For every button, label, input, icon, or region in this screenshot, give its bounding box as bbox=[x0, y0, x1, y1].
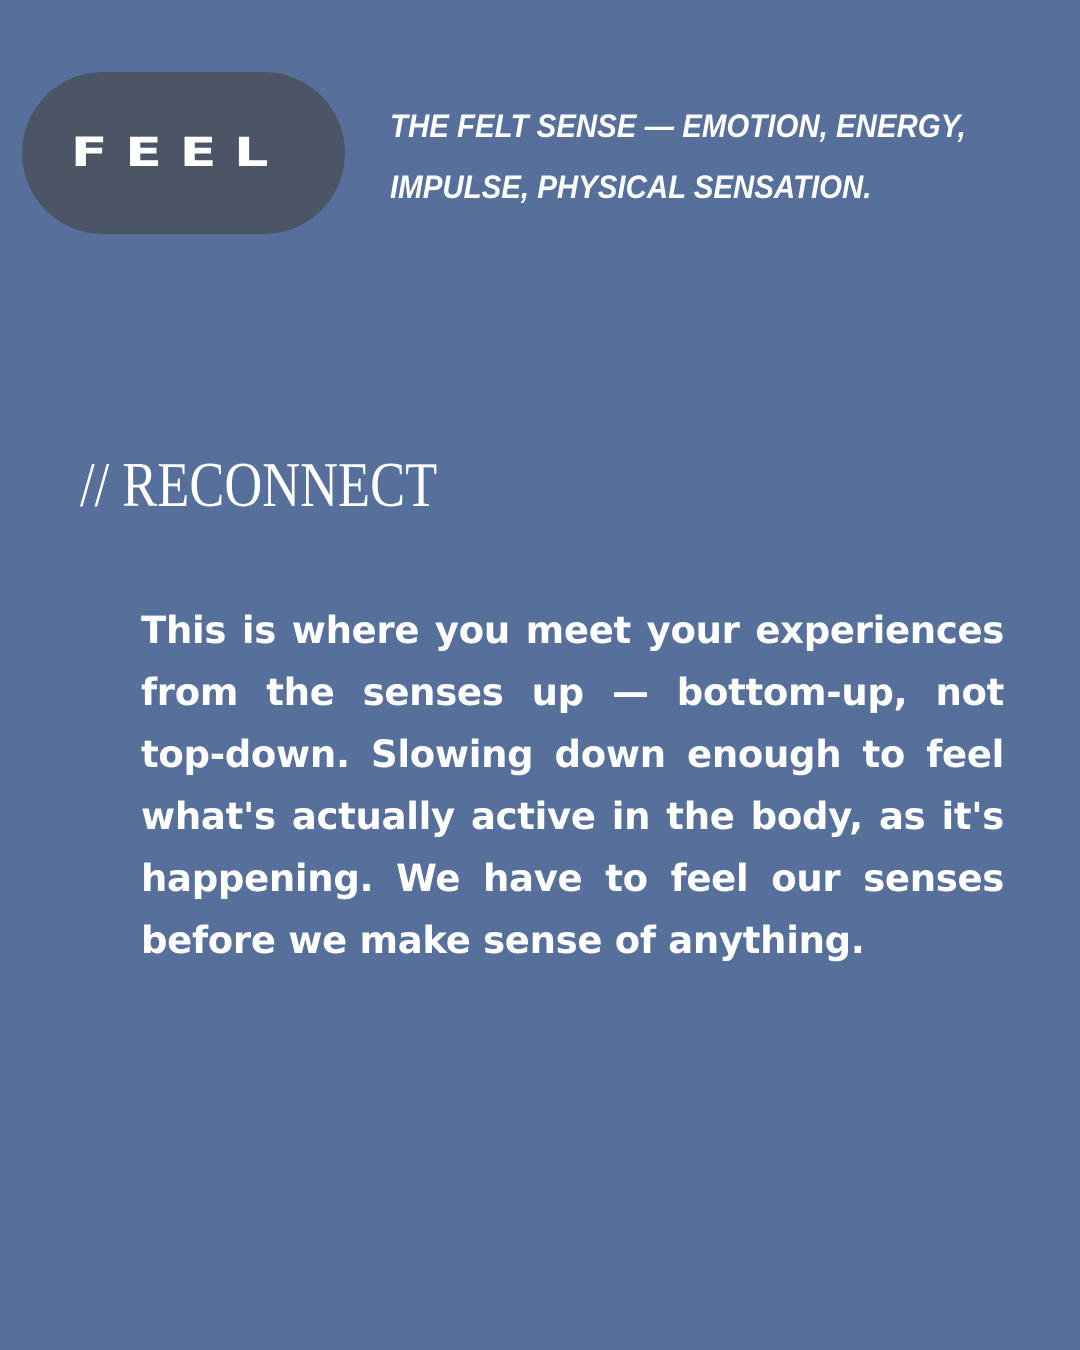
subtitle-line-2: IMPULSE, PHYSICAL SENSATION. bbox=[390, 169, 872, 205]
subtitle bbox=[390, 110, 1030, 218]
feel-badge-label: FEEL bbox=[70, 130, 286, 176]
section-body: This is where you meet your experiences from the senses up — bottom-up, not top-down. Slowing down enough to feel what's actually active in the body, as it's happening. We have to feel our senses before we make sense of anything. bbox=[141, 609, 1004, 962]
subtitle-line-1: THE FELT SENSE — EMOTION, ENERGY, bbox=[390, 108, 966, 144]
feel-badge bbox=[22, 72, 345, 234]
section-heading: // RECONNECT bbox=[80, 449, 438, 520]
